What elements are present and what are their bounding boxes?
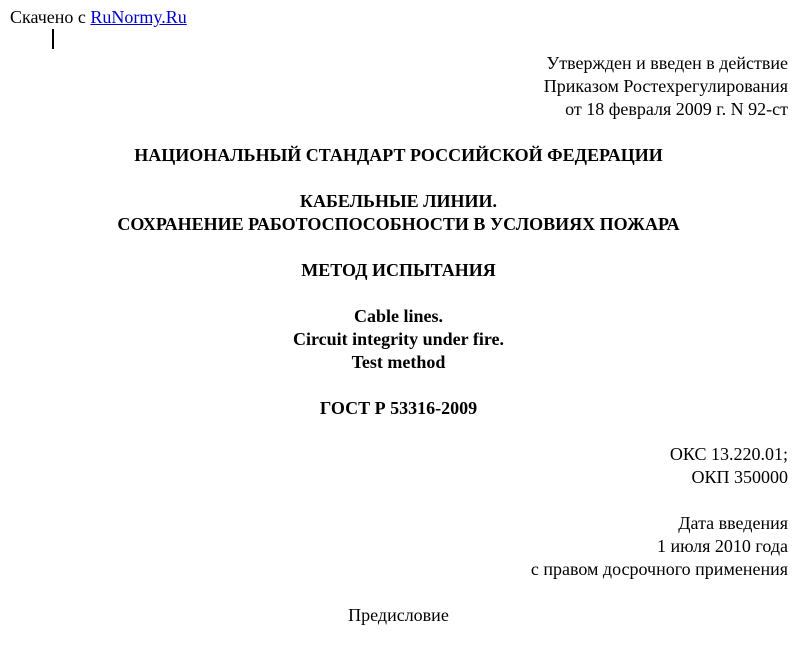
approval-line-3: от 18 февраля 2009 г. N 92-ст bbox=[565, 99, 788, 119]
subject-heading-line-2: СОХРАНЕНИЕ РАБОТОСПОСОБНОСТИ В УСЛОВИЯХ ПОЖАРА bbox=[117, 214, 680, 234]
oks-code: ОКС 13.220.01; bbox=[669, 444, 788, 464]
foreword-heading: Предисловие bbox=[348, 605, 449, 625]
okp-code: ОКП 350000 bbox=[691, 467, 788, 487]
standard-type-heading: НАЦИОНАЛЬНЫЙ СТАНДАРТ РОССИЙСКОЙ ФЕДЕРАЦИИ bbox=[134, 145, 663, 165]
approval-line-1: Утвержден и введен в действие bbox=[546, 53, 788, 73]
download-prefix: Скачено с bbox=[10, 7, 86, 27]
method-heading: МЕТОД ИСПЫТАНИЯ bbox=[301, 260, 496, 280]
standard-code: ГОСТ Р 53316-2009 bbox=[319, 398, 478, 418]
approval-line-2: Приказом Ростехрегулирования bbox=[543, 76, 788, 96]
english-title-line-3: Test method bbox=[351, 352, 446, 372]
subject-heading-line-1: КАБЕЛЬНЫЕ ЛИНИИ. bbox=[299, 191, 498, 211]
runormy-link[interactable]: RuNormy.Ru bbox=[90, 7, 187, 27]
text-cursor bbox=[52, 29, 54, 49]
download-source bbox=[10, 6, 187, 29]
intro-date-note: с правом досрочного применения bbox=[530, 559, 788, 579]
english-title-line-1: Cable lines. bbox=[353, 306, 443, 326]
intro-date-value: 1 июля 2010 года bbox=[657, 536, 788, 556]
intro-date-label: Дата введения bbox=[678, 513, 788, 533]
english-title-line-2: Circuit integrity under fire. bbox=[293, 329, 504, 349]
